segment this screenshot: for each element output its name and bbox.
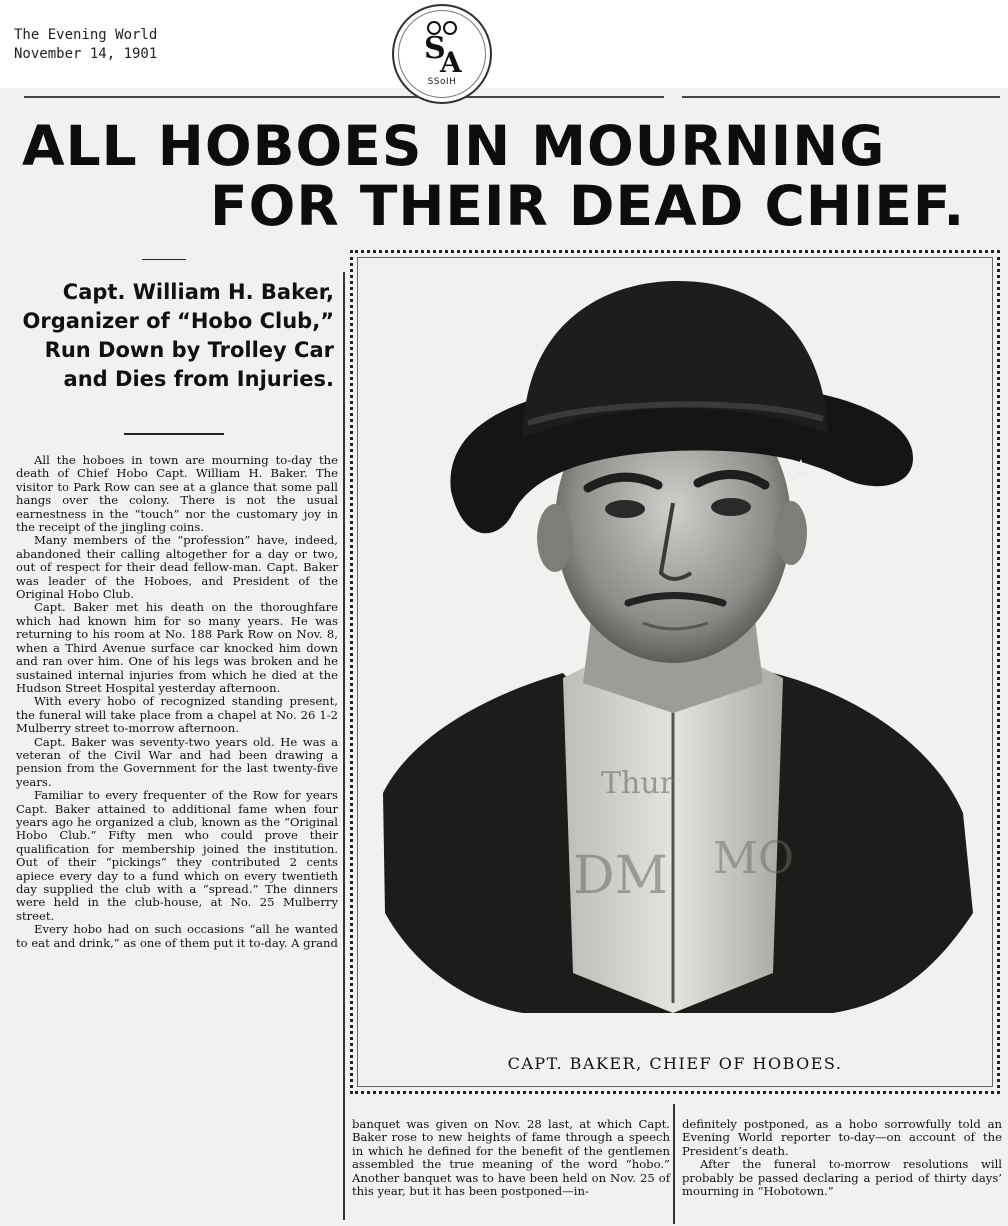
subheadline: Capt. William H. Baker, Organizer of “Hobo Club,” Run Down by Trolley Car and Dies from Injuries.	[22, 280, 334, 391]
paragraph: Familiar to every frequenter of the Row for years Capt. Baker attained to additional fame when four years ago he organized a club, known as the “Original Hobo Club.” Fifty men who could prove their qualification for membership joined the institution. Out of their “pickings” they contributed 2 cents apiece every day to a fund which on every twentieth day supplied the club with a “spread.” The dinners were held in the club-house, at No. 25 Mulberry street.	[16, 788, 338, 923]
newspaper-name: The Evening World	[14, 27, 158, 43]
source-label	[14, 26, 157, 64]
column-rule-right	[673, 1104, 675, 1224]
svg-text:MO: MO	[713, 833, 795, 884]
paragraph: With every hobo of recognized standing present, the funeral will take place from a chapel at No. 26 1-2 Mulberry street to-morrow afternoon.	[16, 694, 338, 736]
top-rule-right	[682, 96, 1000, 98]
publication-date: November 14, 1901	[14, 46, 158, 62]
paragraph: After the funeral to-morrow resolutions will probably be passed declaring a period of thirty days’ mourning in “Hobotown.”	[682, 1157, 1002, 1199]
paragraph: Capt. Baker met his death on the thoroughfare which had known him for so many years. He was returning to his room at No. 188 Park Row on Nov. 8, when a Third Avenue surface car knocked him down and ran over him. One of his legs was broken and he sustained internal injuries from which he died at the Hudson Street Hospital yesterday afternoon.	[16, 600, 338, 695]
article-column-3	[682, 1118, 1002, 1198]
svg-text:DM: DM	[573, 846, 668, 906]
paragraph: Many members of the “profession” have, indeed, abandoned their calling altogether for a day or two, out of respect for their dead fellow-man. Capt. Baker was leader of the Hoboes, and President of the Original Hobo Club.	[16, 533, 338, 602]
archive-stamp-logo	[392, 4, 492, 104]
headline-line-2: FOR THEIR DEAD CHIEF.	[210, 174, 966, 238]
paragraph: definitely postponed, as a hobo sorrowfully told an Evening World reporter to-day—on account of the President’s death.	[682, 1117, 1002, 1158]
paragraph: banquet was given on Nov. 28 last, at which Capt. Baker rose to new heights of fame through a speech in which he defined for the benefit of the gentlemen assembled the true meaning of the word “hobo.” Another banquet was to have been held on Nov. 25 of this year, but it has been postponed—in-	[352, 1117, 670, 1199]
subhead-rule	[124, 433, 224, 435]
svg-text:S: S	[424, 31, 446, 66]
portrait-caption: CAPT. BAKER, CHIEF OF HOBOES.	[507, 1054, 843, 1073]
paragraph: Capt. Baker was seventy-two years old. He was a veteran of the Civil War and had been drawing a pension from the Government for the last twenty-five years.	[16, 734, 338, 789]
svg-text:Thur: Thur	[601, 766, 674, 801]
stamp-monogram-icon	[394, 6, 490, 102]
svg-text:A: A	[440, 46, 462, 79]
paragraph: All the hoboes in town are mourning to-day the death of Chief Hobo Capt. William H. Baker. The visitor to Park Row can see at a glance that some pall hangs over the colony. There is not the usual earnestness in the “touch” nor the customary joy in the receipt of the jingling coins.	[16, 453, 338, 535]
portrait-illustration	[373, 273, 977, 1013]
portrait-frame	[350, 250, 1000, 1094]
stamp-text: SSoIH	[427, 77, 457, 87]
column-rule-left	[343, 272, 345, 1220]
newspaper-clipping	[0, 88, 1008, 1226]
headline-line-1: ALL HOBOES IN MOURNING	[22, 114, 886, 178]
ornament-rule	[142, 259, 186, 260]
paragraph: Every hobo had on such occasions “all he wanted to eat and drink,” as one of them put it to-day. A grand	[16, 922, 338, 950]
top-rule-left	[24, 96, 664, 98]
article-column-2	[352, 1118, 670, 1198]
article-column-1	[16, 454, 338, 950]
